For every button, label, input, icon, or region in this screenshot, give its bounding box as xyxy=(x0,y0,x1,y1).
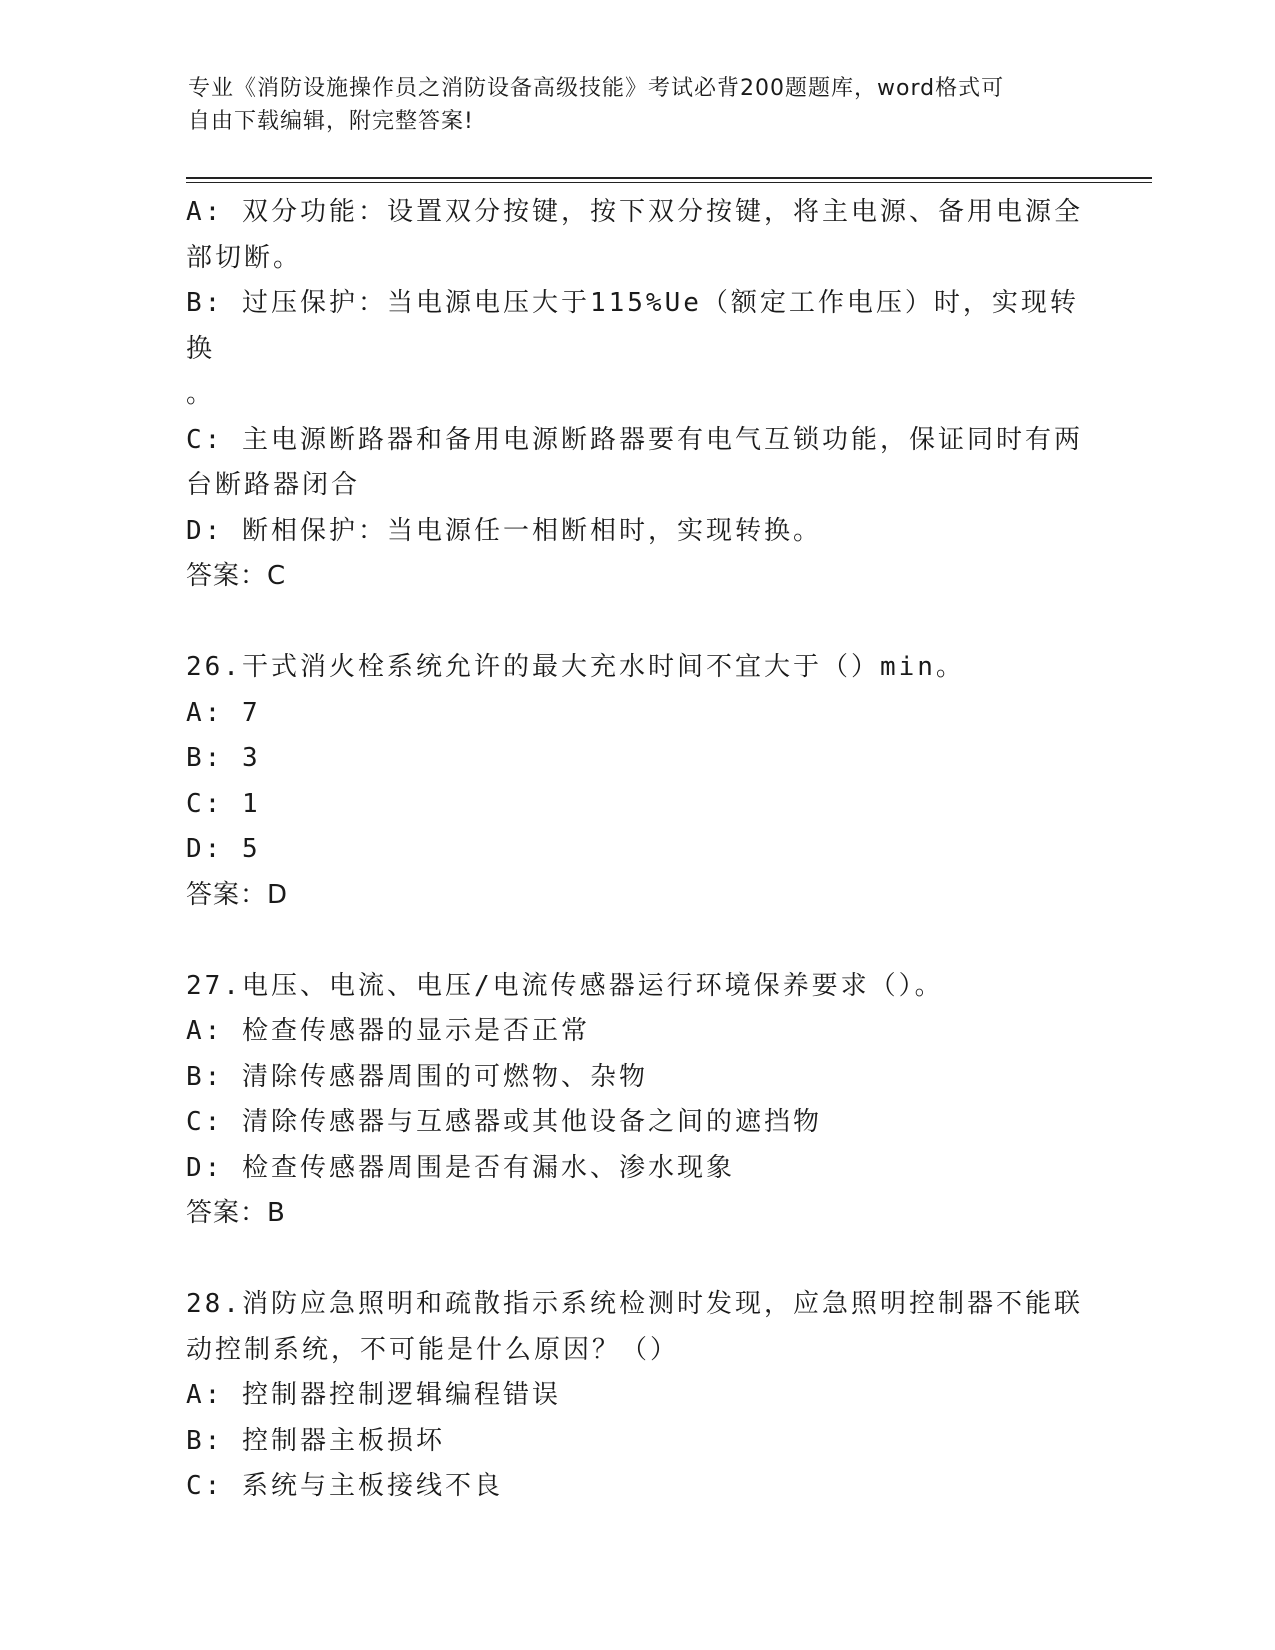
option-d: D: 断相保护：当电源任一相断相时，实现转换。 xyxy=(186,515,822,546)
answer: 答案：D xyxy=(186,879,289,910)
question-28 xyxy=(186,1282,1086,1510)
question-text: 27.电压、电流、电压/电流传感器运行环境保养要求（）。 xyxy=(186,970,944,1001)
option-c: C: 系统与主板接线不良 xyxy=(186,1471,503,1501)
option-c: C: 1 xyxy=(186,788,261,819)
header-line-1: 专业《消防设施操作员之消防设备高级技能》考试必背200题题库，word格式可 xyxy=(188,76,1005,101)
question-list xyxy=(186,190,1086,1510)
option-d: D: 5 xyxy=(186,834,261,864)
question-26 xyxy=(186,645,1086,918)
option-c-line-1: C: 主电源断路器和备用电源断路器要有电气互锁功能，保证同时有两 xyxy=(186,424,1083,455)
question-text-line-1: 28.消防应急照明和疏散指示系统检测时发现，应急照明控制器不能联 xyxy=(186,1289,1083,1319)
answer: 答案：C xyxy=(186,561,287,591)
question-25 xyxy=(186,190,1086,600)
option-c-line-2: 台断路器闭合 xyxy=(186,470,361,500)
header-divider-thin xyxy=(186,182,1152,183)
option-a-line-1: A: 双分功能：设置双分按键，按下双分按键，将主电源、备用电源全 xyxy=(186,197,1083,227)
option-d: D: 检查传感器周围是否有漏水、渗水现象 xyxy=(186,1152,735,1183)
option-b-line-2: 。 xyxy=(186,379,216,409)
option-c: C: 清除传感器与互感器或其他设备之间的遮挡物 xyxy=(186,1107,822,1137)
question-text-line-2: 动控制系统，不可能是什么原因？（） xyxy=(186,1334,680,1365)
header-line-2: 自由下载编辑，附完整答案! xyxy=(188,109,474,134)
option-a: A: 控制器控制逻辑编程错误 xyxy=(186,1380,561,1410)
question-text: 26.干式消火栓系统允许的最大充水时间不宜大于（）min。 xyxy=(186,652,965,682)
header-divider xyxy=(186,177,1152,179)
option-b-line-1: B: 过压保护：当电源电压大于115%Ue（额定工作电压）时，实现转换 xyxy=(186,288,1079,364)
option-a: A: 7 xyxy=(186,697,261,728)
option-a: A: 检查传感器的显示是否正常 xyxy=(186,1016,590,1046)
document-header xyxy=(188,72,1068,138)
option-a-line-2: 部切断。 xyxy=(186,242,303,273)
option-b: B: 控制器主板损坏 xyxy=(186,1425,445,1456)
option-b: B: 3 xyxy=(186,743,261,773)
option-b: B: 清除传感器周围的可燃物、杂物 xyxy=(186,1061,648,1092)
answer: 答案：B xyxy=(186,1198,286,1228)
question-27 xyxy=(186,964,1086,1237)
